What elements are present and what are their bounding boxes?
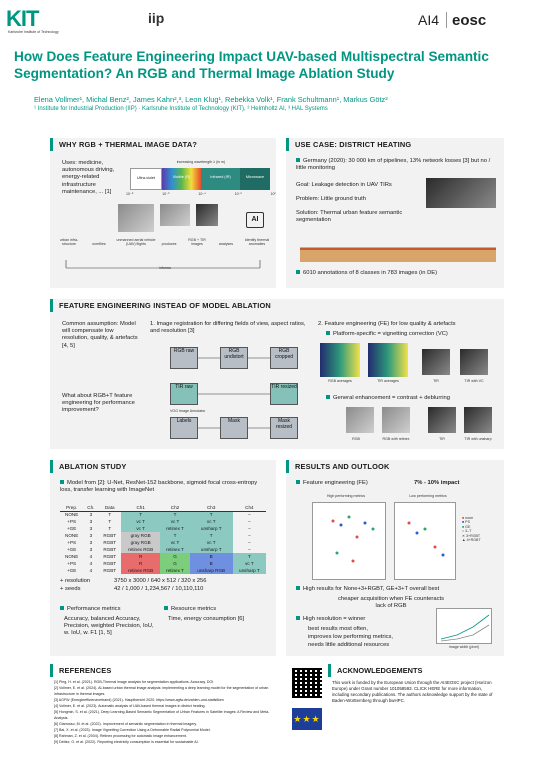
- spectrum-ticks: [126, 192, 276, 196]
- cell: retinex T: [160, 546, 189, 553]
- results-high-res-text: High resolution = winner: [303, 616, 366, 622]
- eu-stars: ★★★: [293, 714, 321, 724]
- results-fe-text: Feature engineering (FE): [303, 480, 368, 486]
- spectrum-bar: [130, 168, 270, 190]
- plot-point: [442, 554, 445, 557]
- fe-general-text: General enhancement = contrast + deblurring: [333, 395, 450, 401]
- poster-title: How Does Feature Engineering Impact UAV-based Multispectral Semantic Segmentation? An RGB and Thermal Image Ablation Study: [14, 49, 489, 81]
- ack-section: [286, 664, 504, 764]
- bullet-square-icon: [296, 480, 300, 484]
- cell: T: [160, 511, 189, 518]
- usecase-bullet-1-text: Germany (2020): 30 000 km of pipelines, 13% network losses [3] but no / little monitoring: [296, 158, 491, 172]
- plot-point: [408, 522, 411, 525]
- plot-point: [424, 528, 427, 531]
- legend-triangle-icon: ▲: [462, 538, 466, 543]
- flow-analyses: analyses: [218, 242, 234, 246]
- cell: RGBT: [103, 568, 117, 573]
- reference-item: [3] AGFW (Energieeffizienzverband) (2021). Hauptbericht 2020. https://www.agfw.de/zahlen-und-statistiken: [54, 698, 224, 702]
- cell: G: [160, 560, 189, 567]
- fe-platform-text: Platform-specific = vignetting correction (VC): [333, 331, 448, 337]
- ablation-header: [50, 460, 127, 473]
- ablation-heading: ABLATION STUDY: [59, 462, 127, 471]
- ablation-table-header: [60, 504, 266, 511]
- band-uv: Ultra-violet: [130, 168, 162, 190]
- cell: retinex RGB: [121, 567, 160, 574]
- legend-4rgbt-label: 4+RGBT: [466, 538, 481, 543]
- flow-produces: produces: [161, 242, 177, 246]
- usecase-goal: Goal: Leakage detection in UAV TIRs: [296, 182, 392, 188]
- legend-square-icon: ■: [462, 516, 465, 520]
- results-header: [286, 460, 390, 473]
- cell: T: [108, 526, 112, 531]
- plot-point: [416, 532, 419, 535]
- legend-none-label: none: [465, 516, 474, 520]
- box-mask: Mask: [220, 417, 248, 439]
- reference-item: [5] Hongmin, S. et al. (2021). Deep Learning-Based Semantic Segmentation of Urban Features in Satellite Images: A Review and Meta-Analysis.: [54, 710, 270, 720]
- cell: +GE: [67, 526, 77, 531]
- ablation-panel: [50, 460, 276, 656]
- reference-item: [9] Deblur, G. et al. (2022). Reporting electricity consumption is essential for sustainable AI.: [54, 740, 199, 744]
- cell: retinex T: [160, 525, 189, 532]
- energy-line-model: [441, 625, 489, 641]
- cell: vc T: [121, 525, 160, 532]
- tir-photo: [196, 204, 218, 226]
- cell: 4: [89, 561, 93, 566]
- fe-general: [326, 395, 496, 402]
- tick-2: 10⁻⁴: [198, 192, 206, 196]
- table-row: [60, 518, 266, 525]
- cell: RGBT: [103, 561, 117, 566]
- res-metrics: Time, energy consumption [6]: [168, 616, 245, 622]
- tir-averages-plot: [368, 343, 408, 377]
- cell: B: [190, 560, 233, 567]
- caption-rgb-averages: RGB averages: [328, 379, 352, 383]
- reference-item: [8] Rahman, Z. et al. (2004). Retinex processing for automatic image enhancement.: [54, 734, 187, 738]
- caption-tir-averages: TIR averages: [377, 379, 399, 383]
- urban-photo: [118, 204, 154, 232]
- energy-line-training: [441, 615, 489, 639]
- cell: –: [248, 547, 251, 552]
- cell: vc T: [190, 518, 233, 525]
- usecase-heading: USE CASE: DISTRICT HEATING: [295, 140, 412, 149]
- references-header: [50, 664, 276, 677]
- fe-step-2: 2. Feature engineering (FE) for low quality & artefacts: [318, 321, 456, 327]
- cell: 4: [89, 568, 93, 573]
- ack-text[interactable]: This work is funded by the European Union through the AI4EOSC project (Horizon Europe) under Grant number 101058593. CLICK HERE for more information, including secondary publications. The authors acknowledge support by the state of Baden-Württemberg through bwHPC.: [332, 680, 493, 704]
- flow-informs: informs: [159, 266, 171, 270]
- pipeline-illustration: [300, 230, 496, 262]
- plot-point: [340, 524, 343, 527]
- cell: 3: [89, 519, 93, 524]
- plot-point: [352, 560, 355, 563]
- cell: 3: [89, 512, 93, 518]
- table-row: [60, 553, 266, 560]
- resolution-label: + resolution: [60, 578, 91, 584]
- th-ch4: Ch4: [233, 504, 266, 511]
- cell: RGBT: [103, 547, 117, 552]
- fe-panel: [50, 299, 504, 449]
- results-fe-gain: 7% - 10% impact: [414, 480, 460, 486]
- rgb-image: [346, 407, 374, 433]
- cell: T: [160, 532, 189, 539]
- references-heading: REFERENCES: [59, 666, 112, 675]
- cell: +GE: [67, 547, 77, 552]
- tick-0: 10⁻⁸: [126, 192, 134, 196]
- cell: NONE: [65, 554, 79, 559]
- cell: vc T: [233, 560, 266, 567]
- legend-4rgbt: [462, 538, 502, 542]
- usecase-annotations-text: 6010 annotations of 8 classes in 783 images (in DE): [303, 270, 438, 276]
- perf-heading: [60, 606, 160, 613]
- cell: +PS: [67, 519, 77, 524]
- cell: NONE: [65, 512, 79, 518]
- cell: unsharp T: [190, 525, 233, 532]
- seeds-label: + seeds: [60, 586, 81, 592]
- usecase-annotations: [296, 270, 496, 277]
- cell: B: [190, 553, 233, 560]
- tir-image: [422, 349, 450, 375]
- cell: –: [248, 526, 251, 531]
- cell: –: [248, 512, 251, 518]
- table-row: [60, 560, 266, 567]
- why-uses: Uses: medicine, autonomous driving, energy-related infrastructure maintenance, ... [1]: [62, 160, 115, 195]
- usecase-solution: Solution: Thermal urban feature semantic segmentation: [296, 210, 403, 224]
- kit-subtitle: Karlsruhe Institute of Technology: [8, 30, 59, 34]
- bullet-square-icon: [326, 395, 330, 399]
- th-ch2: Ch2: [160, 504, 189, 511]
- cell: +GE: [67, 568, 77, 573]
- poster-affiliations: ¹ Institute for Industrial Production (IIP) · Karlsruhe Institute of Technology (KIT), ² Helmholtz AI, ³ HAL Systems: [34, 106, 328, 112]
- logo-divider: [446, 12, 447, 28]
- high-perf-svg: [313, 503, 387, 581]
- caption-tir-unsharp: TIR with unsharp: [464, 437, 492, 441]
- plot-point: [434, 546, 437, 549]
- legend-square-icon: ■: [462, 524, 465, 529]
- qr-code-icon[interactable]: [292, 668, 322, 698]
- registration-arrows: [198, 355, 272, 431]
- plot-point: [348, 516, 351, 519]
- cell: gray RGB: [121, 539, 160, 546]
- kit-logo: KIT: [6, 6, 39, 31]
- cell: gray RGB: [121, 532, 160, 539]
- caption-tir: TIR: [433, 379, 439, 383]
- box-rgb-raw: RGB raw: [170, 347, 198, 369]
- cell: 4: [89, 554, 93, 559]
- cell: R: [121, 553, 160, 560]
- legend-ge-label: GE: [465, 524, 471, 529]
- ack-bar: [328, 664, 331, 677]
- fe-question: What about RGB+T feature engineering for performance improvement?: [62, 393, 135, 414]
- rgb-retinex-image: [382, 407, 410, 433]
- plot-point: [336, 552, 339, 555]
- cell: T: [190, 511, 233, 518]
- bullet-square-icon: [296, 586, 300, 590]
- poster-authors: Elena Vollmer¹, Michal Benz², James Kahn²,³, Leon Klug¹, Rebekka Volk¹, Frank Schultmann¹, Markus Götz²: [34, 95, 388, 104]
- bullet-square-icon: [60, 606, 64, 610]
- cell: 3: [89, 547, 93, 552]
- cell: vc T: [160, 539, 189, 546]
- box-tir-raw: TIR raw: [170, 383, 198, 405]
- band-visible: Visible (R): [162, 168, 201, 190]
- results-fe: [296, 480, 396, 487]
- bullet-square-icon: [296, 616, 300, 620]
- header-logos: [0, 0, 544, 40]
- results-bullet-3: needs little additional resources: [308, 642, 390, 648]
- legend-ps-label: PS: [465, 520, 470, 525]
- fe-header: [50, 299, 271, 312]
- cell: –: [248, 540, 251, 545]
- cell: retinex T: [160, 567, 189, 574]
- results-bullet-1: best results most often,: [308, 626, 368, 632]
- cell: T: [108, 519, 112, 524]
- cell: vc T: [121, 518, 160, 525]
- energy-svg: [437, 609, 493, 645]
- cell: vc T: [190, 539, 233, 546]
- low-perf-svg: [395, 503, 457, 581]
- ai-icon: AI: [246, 212, 264, 228]
- cell: 3: [89, 540, 93, 545]
- ablation-table: [60, 504, 266, 574]
- district-heating-tir: [426, 178, 496, 208]
- box-labels: Labels: [170, 417, 198, 439]
- caption-rgb: RGB: [352, 437, 360, 441]
- results-cheaper: cheaper acquisition when FE counteracts lack of RGB: [337, 596, 444, 610]
- fe-heading: FEATURE ENGINEERING INSTEAD OF MODEL ABLATION: [59, 301, 271, 310]
- box-tir-resized: TIR resized: [270, 383, 298, 405]
- cell: unsharp T: [190, 546, 233, 553]
- eosc-logo: eosc: [452, 12, 487, 29]
- bullet-square-icon: [296, 158, 300, 162]
- references-section: [50, 664, 276, 764]
- th-ch1: Ch1: [121, 504, 160, 511]
- wavelength-label: increasing wavelength λ (in m): [176, 160, 226, 164]
- th-ch: Ch.: [83, 504, 98, 511]
- cell: retinex RGB: [121, 546, 160, 553]
- tick-1: 10⁻⁶: [162, 192, 170, 196]
- high-perf-plot: [312, 502, 386, 580]
- why-heading: WHY RGB + THERMAL IMAGE DATA?: [59, 140, 198, 149]
- cell: T: [108, 512, 112, 518]
- table-row: [60, 567, 266, 574]
- box-rgb-cropped: RGB cropped: [270, 347, 298, 369]
- res-heading-text: Resource metrics: [171, 606, 217, 612]
- ablation-model: [60, 480, 270, 494]
- bullet-square-icon: [296, 270, 300, 274]
- tir-vc-image: [460, 349, 488, 375]
- band-infrared: Infrared (IR): [201, 168, 240, 190]
- reference-item: [6] Giarrusso, M. et al. (2022). Improvement of semantic segmentation in thermal imagery.: [54, 722, 197, 726]
- perf-heading-text: Performance metrics: [67, 606, 121, 612]
- flow-uav: unmanned aerial vehicle (UAV) flights: [116, 238, 156, 247]
- th-ch3: Ch3: [190, 504, 233, 511]
- cell: –: [248, 519, 251, 524]
- resolution-values: 3750 x 3000 / 640 x 512 / 320 x 256: [114, 578, 207, 584]
- cell: RGBT: [103, 533, 117, 538]
- legend-3rgbt-label: 3+RGBT: [466, 533, 481, 538]
- usecase-problem: Problem: Little ground truth: [296, 196, 366, 202]
- legend-cross-icon: ✕: [462, 533, 466, 538]
- bullet-square-icon: [60, 480, 64, 484]
- why-panel: [50, 138, 276, 288]
- usecase-panel: [286, 138, 504, 288]
- box-mask-resized: Mask resized: [270, 417, 298, 439]
- band-microwave: Microwave: [240, 168, 270, 190]
- perf-metrics: Accuracy, balanced Accuracy, Precision, weighted Precision, IoU, w. IoU, w. F1 [1, 5]: [64, 616, 154, 637]
- plot-point: [332, 520, 335, 523]
- plot-point: [364, 522, 367, 525]
- cell: R: [121, 560, 160, 567]
- low-perf-label: Low performing metrics: [409, 494, 447, 498]
- res-heading: [164, 606, 264, 613]
- tick-3: 10⁻²: [234, 192, 242, 196]
- reference-item: [4] Vollmer, E. et al. (2023). Automatic analysis of UAV-based thermal images in district heating.: [54, 704, 206, 708]
- results-high: [296, 586, 496, 593]
- cell: T: [121, 511, 160, 518]
- caption-tir-vc: TIR with VC: [464, 379, 484, 383]
- plot-point: [372, 528, 375, 531]
- reference-item: [2] Vollmer, E. et al. (2024). AI-based urban thermal image analysis: implementing a deep learning model for the segmentation of urban infrastructure in thermal images.: [54, 686, 269, 696]
- legend-circle-icon: ○: [462, 529, 465, 534]
- caption-tir-2: TIR: [439, 437, 445, 441]
- reference-item: [1] Ping, H. et al. (2021). RGB-Thermal image analysis for segmentation applications. Accuracy. DOI: [54, 680, 214, 684]
- results-legend: [462, 516, 502, 542]
- cell: unsharp RGB: [190, 567, 233, 574]
- plot-point: [356, 536, 359, 539]
- energy-xlabel: image width (pixel): [449, 645, 479, 649]
- usecase-bullet-1: [296, 158, 496, 172]
- results-heading: RESULTS AND OUTLOOK: [295, 462, 390, 471]
- table-row: [60, 546, 266, 553]
- results-high-res: [296, 616, 406, 623]
- cell: unsharp T: [233, 567, 266, 574]
- cell: vc T: [160, 518, 189, 525]
- iip-logo: iip: [148, 10, 165, 26]
- cell: NONE: [65, 533, 79, 538]
- reference-item: [7] Bai, X. et al. (2023). Image Vignetting Correction Using a Deformable Radial Polynomial Model.: [54, 728, 211, 732]
- table-row: [60, 525, 266, 532]
- why-header: [50, 138, 197, 151]
- fe-platform: [326, 331, 496, 338]
- flow-images: RGB + TIR images: [188, 238, 206, 247]
- box-rgb-undistort: RGB undistort: [220, 347, 248, 369]
- cell: 3: [89, 526, 93, 531]
- energy-plot: [436, 608, 492, 644]
- th-prep: Prep.: [60, 504, 83, 511]
- flow-identify: identify thermal anomalies: [244, 238, 270, 247]
- th-data: Data: [98, 504, 121, 511]
- flow-overflies: overflies: [92, 242, 106, 246]
- cell: +PS: [67, 540, 77, 545]
- cell: T: [233, 553, 266, 560]
- ack-heading: ACKNOWLEDGEMENTS: [337, 666, 423, 675]
- cell: 3: [89, 533, 93, 538]
- seeds-values: 42 / 1,000 / 1,234,567 / 10,110,110: [114, 586, 204, 592]
- table-row: [60, 539, 266, 546]
- cell: G: [160, 553, 189, 560]
- results-high-text: High results for None+3+RGBT, GE+3+T overall best: [303, 586, 440, 592]
- cell: +PS: [67, 561, 77, 566]
- tir-image-2: [428, 407, 456, 433]
- results-bullet-2: improves low performing metrics,: [308, 634, 394, 640]
- ai4-logo: AI4: [418, 12, 440, 28]
- usecase-header: [286, 138, 411, 151]
- flow-urban: urban infra-structure: [59, 238, 79, 247]
- fe-assumption: Common assumption: Model will compensate low resolution, quality, & artefacts [4, 5]: [62, 321, 138, 349]
- caption-rgb-retinex: RGB with retinex: [382, 437, 410, 441]
- high-perf-label: High performing metrics: [326, 494, 366, 498]
- legend-3t-label: 3–T: [465, 529, 472, 534]
- cell: –: [248, 533, 251, 538]
- ack-header: [328, 664, 422, 677]
- legend-square-icon: ■: [462, 520, 465, 525]
- vgg-label: VGG Image Annotator: [170, 409, 206, 413]
- uav-photo: [160, 204, 190, 226]
- eu-flag-icon: [292, 708, 322, 730]
- low-perf-plot: [394, 502, 456, 580]
- cell: RGBT: [103, 554, 117, 559]
- cell: T: [190, 532, 233, 539]
- tir-unsharp-image: [464, 407, 492, 433]
- results-panel: [286, 460, 504, 656]
- rgb-averages-plot: [320, 343, 360, 377]
- cell: RGBT: [103, 540, 117, 545]
- table-row: [60, 532, 266, 539]
- bullet-square-icon: [164, 606, 168, 610]
- tick-4: 10⁰: [270, 192, 276, 196]
- fe-step-1: 1. Image registration for differing fields of view, aspect ratios, and resolution [3]: [150, 321, 306, 335]
- ablation-model-text: Model from [2]: U-Net, ResNet-152 backbone, sigmoid focal cross-entropy loss, transfer learning with ImageNet: [60, 480, 258, 494]
- table-row: [60, 511, 266, 518]
- bullet-square-icon: [326, 331, 330, 335]
